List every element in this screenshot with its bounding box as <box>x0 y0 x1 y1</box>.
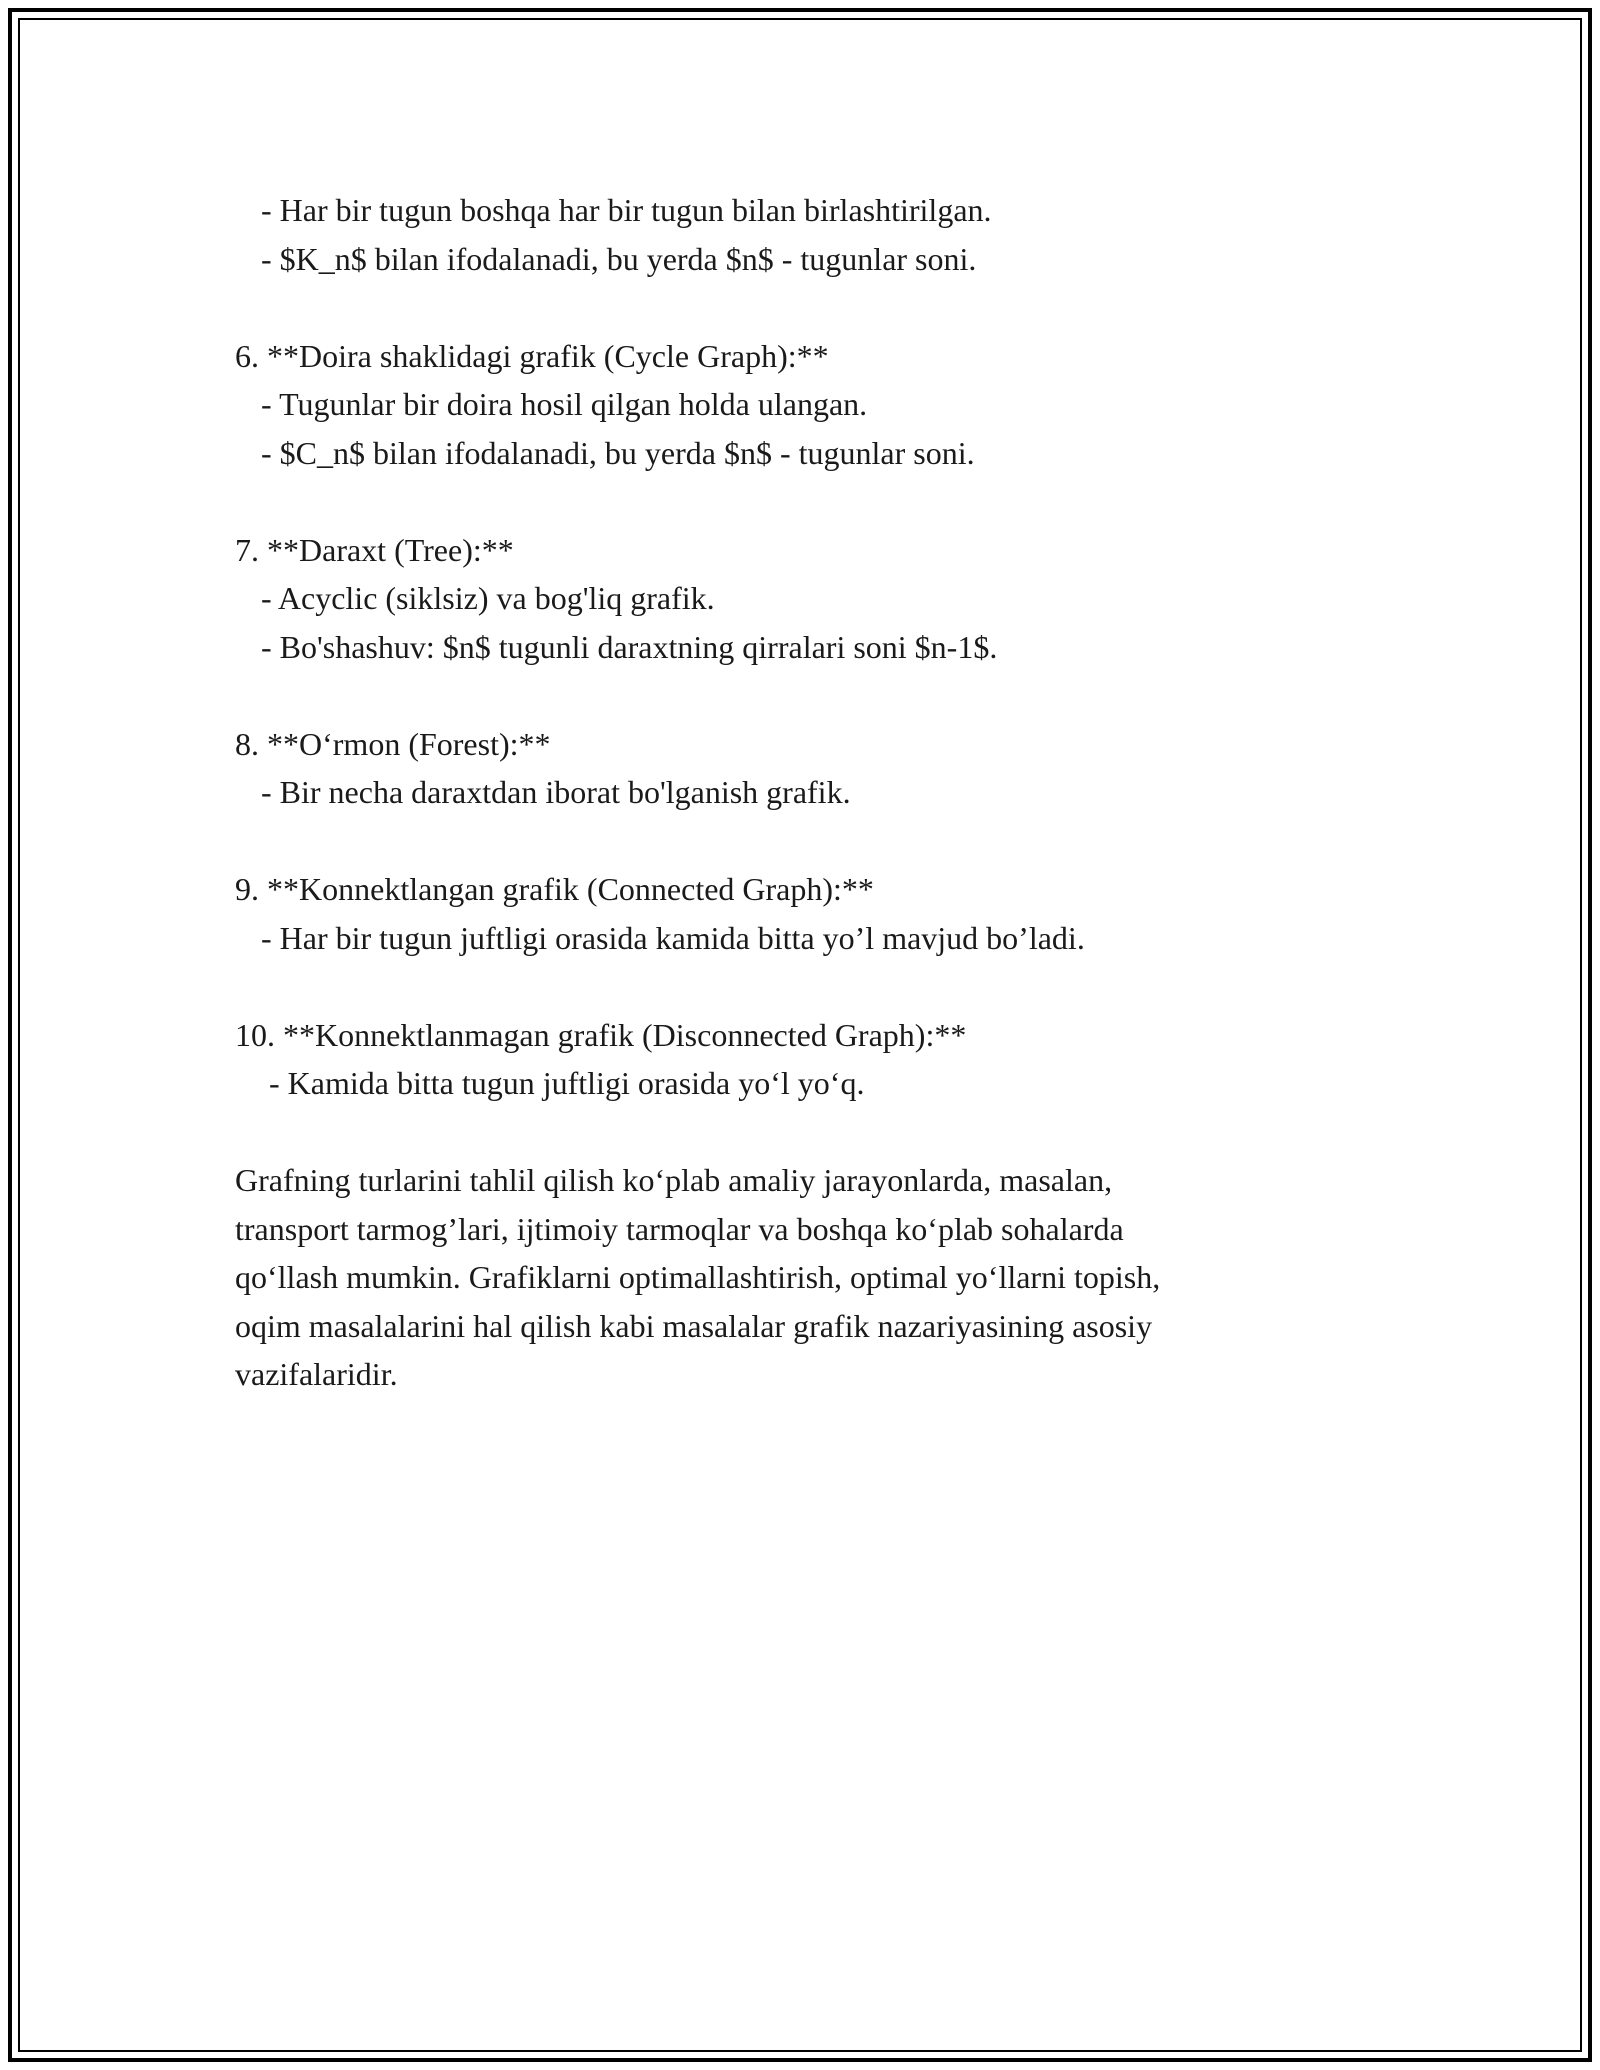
item-heading: 7. **Daraxt (Tree):** <box>235 531 514 568</box>
complete-graph-details <box>235 186 1355 283</box>
list-item-10 <box>235 1011 1355 1108</box>
paragraph-line: Grafning turlarini tahlil qilish ko‘plab amaliy jarayonlarda, masalan, <box>235 1162 1113 1198</box>
bullet-line: - Har bir tugun juftligi orasida kamida bitta yo’l mavjud bo’ladi. <box>261 919 1085 956</box>
paragraph-line: qo‘llash mumkin. Grafiklarni optimallashtirish, optimal yo‘llarni topish, <box>235 1259 1161 1295</box>
bullet-line: - Kamida bitta tugun juftligi orasida yo‘l yo‘q. <box>269 1065 865 1101</box>
bullet-line: - $C_n$ bilan ifodalanadi, bu yerda $n$ - tugunlar soni. <box>261 434 975 471</box>
document-body <box>235 186 1355 1399</box>
bullet-line: - Har bir tugun boshqa har bir tugun bilan birlashtirilgan. <box>261 192 992 228</box>
list-item-9 <box>235 865 1355 962</box>
list-item-7 <box>235 526 1355 672</box>
bullet-line: - Tugunlar bir doira hosil qilgan holda ulangan. <box>261 386 868 422</box>
paragraph-line: transport tarmog’lari, ijtimoiy tarmoqlar va boshqa ko‘plab sohalarda <box>235 1210 1124 1247</box>
item-heading: 9. **Konnektlangan grafik (Connected Graph):** <box>235 871 874 907</box>
bullet-line: - Bo'shashuv: $n$ tugunli daraxtning qirralari soni $n-1$. <box>261 628 998 665</box>
paragraph-line: oqim masalalarini hal qilish kabi masalalar grafik nazariyasining asosiy <box>235 1307 1153 1344</box>
paragraph-line: vazifalaridir. <box>235 1356 398 1392</box>
list-item-6 <box>235 332 1355 478</box>
item-heading: 8. **O‘rmon (Forest):** <box>235 725 551 762</box>
conclusion-paragraph <box>235 1156 1355 1399</box>
bullet-line: - Acyclic (siklsiz) va bog'liq grafik. <box>261 580 715 616</box>
item-heading: 6. **Doira shaklidagi grafik (Cycle Graph):** <box>235 337 829 374</box>
item-heading: 10. **Konnektlanmagan grafik (Disconnected Graph):** <box>235 1016 967 1053</box>
bullet-line: - Bir necha daraxtdan iborat bo'lganish grafik. <box>261 774 851 810</box>
list-item-8 <box>235 720 1355 817</box>
bullet-line: - $K_n$ bilan ifodalanadi, bu yerda $n$ - tugunlar soni. <box>261 240 977 277</box>
